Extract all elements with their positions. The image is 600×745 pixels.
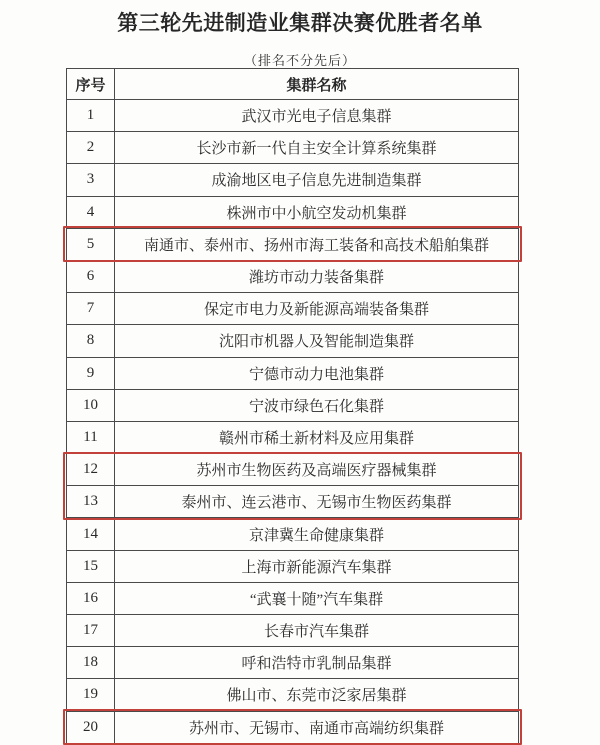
page-title: 第三轮先进制造业集群决赛优胜者名单 [117, 12, 483, 35]
row-number: 7 [67, 293, 115, 325]
table-row [67, 164, 519, 196]
table-row [67, 486, 519, 518]
cluster-name: 保定市电力及新能源高端装备集群 [115, 293, 519, 325]
row-number: 8 [67, 325, 115, 357]
cluster-name: 苏州市、无锡市、南通市高端纺织集群 [115, 711, 519, 743]
cluster-name: 长春市汽车集群 [115, 615, 519, 647]
cluster-name: 株洲市中小航空发动机集群 [115, 196, 519, 228]
cluster-name: 赣州市稀土新材料及应用集群 [115, 421, 519, 453]
table-row [67, 325, 519, 357]
row-number: 4 [67, 196, 115, 228]
row-number: 11 [67, 421, 115, 453]
row-number: 17 [67, 615, 115, 647]
cluster-name: 宁德市动力电池集群 [115, 357, 519, 389]
header-no: 序号 [67, 69, 115, 100]
row-number: 16 [67, 582, 115, 614]
row-number: 19 [67, 679, 115, 711]
cluster-name: “武襄十随”汽车集群 [115, 582, 519, 614]
row-number: 10 [67, 389, 115, 421]
row-number: 3 [67, 164, 115, 196]
cluster-name: 泰州市、连云港市、无锡市生物医药集群 [115, 486, 519, 518]
cluster-name: 呼和浩特市乳制品集群 [115, 647, 519, 679]
table-row [67, 357, 519, 389]
cluster-name: 武汉市光电子信息集群 [115, 100, 519, 132]
table-row [67, 518, 519, 550]
row-number: 20 [67, 711, 115, 743]
cluster-name: 长沙市新一代自主安全计算系统集群 [115, 132, 519, 164]
cluster-name: 成渝地区电子信息先进制造集群 [115, 164, 519, 196]
row-number: 5 [67, 228, 115, 260]
row-number: 15 [67, 550, 115, 582]
table-row [67, 454, 519, 486]
row-number: 13 [67, 486, 115, 518]
table-row [67, 550, 519, 582]
row-number: 14 [67, 518, 115, 550]
table-header-row [67, 69, 519, 100]
table-row [67, 196, 519, 228]
row-number: 12 [67, 454, 115, 486]
cluster-name: 苏州市生物医药及高端医疗器械集群 [115, 454, 519, 486]
table-row [67, 389, 519, 421]
header-cluster-name: 集群名称 [115, 69, 519, 100]
table-row [67, 228, 519, 260]
table-row [67, 711, 519, 743]
table-row [67, 132, 519, 164]
winners-table-wrap [66, 68, 519, 744]
table-row [67, 100, 519, 132]
table-row [67, 421, 519, 453]
table-row [67, 679, 519, 711]
cluster-name: 佛山市、东莞市泛家居集群 [115, 679, 519, 711]
row-number: 9 [67, 357, 115, 389]
table-row [67, 260, 519, 292]
row-number: 2 [67, 132, 115, 164]
table-row [67, 647, 519, 679]
winners-table [66, 68, 519, 744]
cluster-name: 沈阳市机器人及智能制造集群 [115, 325, 519, 357]
cluster-name: 南通市、泰州市、扬州市海工装备和高技术船舶集群 [115, 228, 519, 260]
cluster-name: 宁波市绿色石化集群 [115, 389, 519, 421]
page-subtitle: （排名不分先后） [243, 53, 356, 68]
table-row [67, 582, 519, 614]
cluster-name: 京津冀生命健康集群 [115, 518, 519, 550]
row-number: 1 [67, 100, 115, 132]
table-row [67, 293, 519, 325]
cluster-name: 潍坊市动力装备集群 [115, 260, 519, 292]
cluster-name: 上海市新能源汽车集群 [115, 550, 519, 582]
row-number: 18 [67, 647, 115, 679]
table-row [67, 615, 519, 647]
row-number: 6 [67, 260, 115, 292]
